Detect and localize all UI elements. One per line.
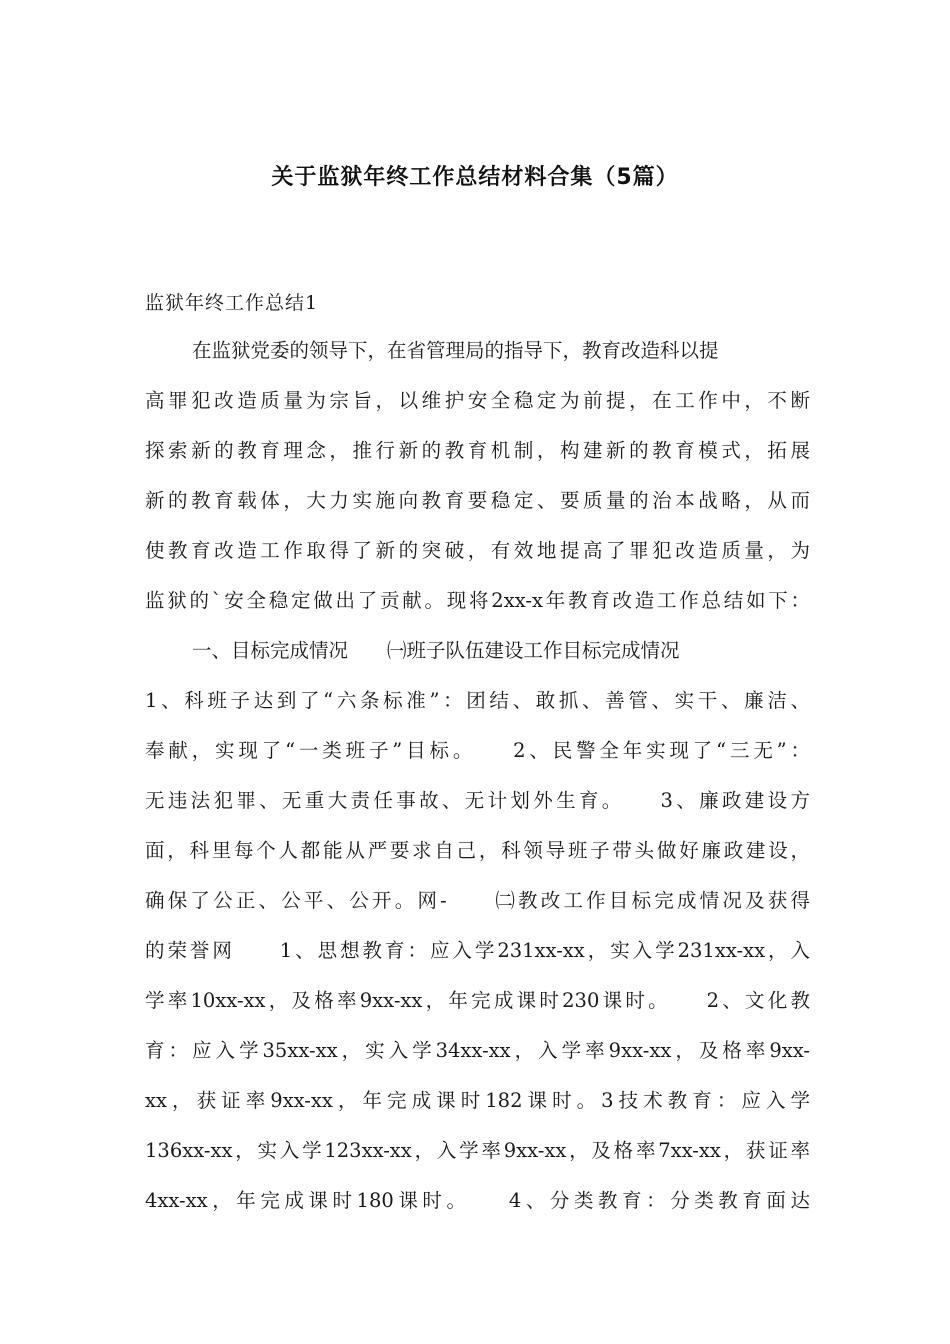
paragraph-line: 在监狱党委的领导下，在省管理局的指导下，教育改造科以提 <box>192 339 719 362</box>
paragraph-line: 育：应入学35xx-xx，实入学34xx-xx，入学率9xx-xx，及格率9xx- <box>145 1039 810 1062</box>
paragraph-line: 新的教育载体，大力实施向教育要稳定、要质量的治本战略，从而 <box>145 489 810 512</box>
paragraph-line: 高罪犯改造质量为宗旨，以维护安全稳定为前提，在工作中，不断 <box>145 389 810 412</box>
paragraph-line: 奉献，实现了“一类班子”目标。 2、民警全年实现了“三无”： <box>145 739 810 762</box>
paragraph-line: 学率10xx-xx，及格率9xx-xx，年完成课时230课时。 2、文化教 <box>145 989 810 1012</box>
paragraph-line: 一、目标完成情况 ㈠班子队伍建设工作目标完成情况 <box>192 639 680 662</box>
paragraph-line: 确保了公正、公平、公开。网- ㈡教改工作目标完成情况及获得 <box>145 889 810 912</box>
paragraph-line: 无违法犯罪、无重大责任事故、无计划外生育。 3、廉政建设方 <box>145 789 810 812</box>
paragraph-line: 4xx-xx，年完成课时180课时。 4、分类教育：分类教育面达 <box>145 1189 810 1212</box>
paragraph-line: 面，科里每个人都能从严要求自己，科领导班子带头做好廉政建设， <box>145 839 810 862</box>
paragraph-line: 探索新的教育理念，推行新的教育机制，构建新的教育模式，拓展 <box>145 439 810 462</box>
paragraph-line: 监狱的`安全稳定做出了贡献。现将2xx-x年教育改造工作总结如下： <box>145 589 810 612</box>
paragraph-line: 的荣誉网 1、思想教育：应入学231xx-xx，实入学231xx-xx，入 <box>145 939 810 962</box>
paragraph-line: xx，获证率9xx-xx，年完成课时182课时。3技术教育：应入学 <box>145 1089 810 1112</box>
section-heading: 监狱年终工作总结1 <box>145 292 319 314</box>
document-title: 关于监狱年终工作总结材料合集（5篇） <box>271 165 679 190</box>
paragraph-line: 使教育改造工作取得了新的突破，有效地提高了罪犯改造质量，为 <box>145 539 810 562</box>
paragraph-line: 136xx-xx，实入学123xx-xx，入学率9xx-xx，及格率7xx-xx，获证率 <box>145 1139 810 1162</box>
paragraph-line: 1、科班子达到了“六条标准”：团结、敢抓、善管、实干、廉洁、 <box>145 689 810 712</box>
